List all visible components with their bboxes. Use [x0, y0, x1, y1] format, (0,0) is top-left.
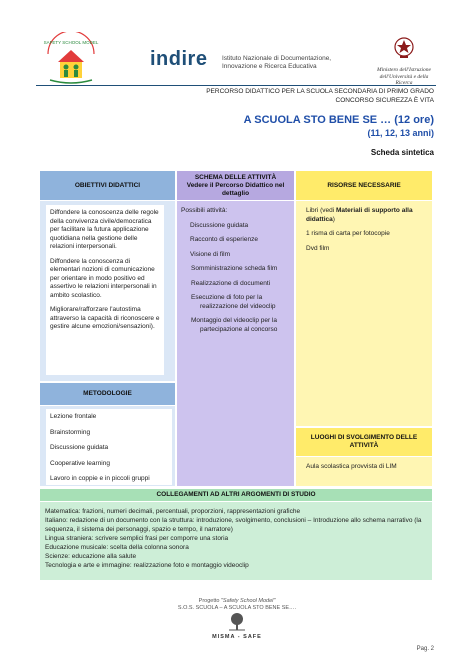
course-info	[206, 88, 434, 105]
collegamento-line: Educazione musicale: scelta della colonna sonora	[45, 544, 189, 551]
risorsa-libri: Libri (vedi Materiali di supporto alla didattica)	[306, 207, 413, 223]
collegamento-line: Italiano: redazione di un documento con la struttura: introduzione, svolgimento, conclusioni – Introduzione allo schema narrativo (la sequenza, il sistema dei personaggi, spazio e tempo, il narratore)	[45, 517, 422, 533]
title-hours: (12 ore)	[394, 114, 434, 126]
ministry-line-1: Ministero dell'Istruzione	[377, 67, 431, 73]
attivita-item: Visione di film	[190, 250, 230, 258]
collegamenti-panel	[40, 502, 432, 580]
page-title	[244, 114, 434, 126]
scheda-label: Scheda sintetica	[370, 148, 434, 157]
obiettivi-header: OBIETTIVI DIDATTICI	[40, 171, 175, 200]
footer-title: S.O.S. SCUOLA – A SCUOLA STO BENE SE….	[177, 605, 297, 611]
indire-description	[222, 55, 331, 71]
indire-line-1: Istituto Nazionale di Documentazione,	[222, 55, 332, 62]
collegamenti-header: COLLEGAMENTI AD ALTRI ARGOMENTI DI STUDIO	[40, 489, 432, 501]
schema-panel	[177, 201, 294, 486]
title-text: A SCUOLA STO BENE SE …	[243, 114, 392, 126]
risorse-panel	[296, 201, 432, 426]
luoghi-header: LUOGHI DI SVOLGIMENTO DELLE ATTIVITÀ	[296, 428, 432, 456]
metodologia-item: Lezione frontale	[50, 413, 97, 420]
metodologie-panel	[40, 406, 175, 486]
footer-project: Progetto "Safety School Model"	[198, 598, 276, 604]
attivita-item: Esecuzione di foto per la realizzazione del videoclip	[191, 294, 276, 310]
schema-header	[177, 171, 294, 200]
header-divider	[36, 85, 436, 86]
obiettivo-1: Diffondere la conoscenza delle regole della convivenza civile/democratica per facilitare la futura applicazione quotidiana nella gestione delle relazioni interpersonali.	[50, 209, 159, 250]
attivita-item: Discussione guidata	[190, 221, 249, 229]
indire-line-2: Innovazione e Ricerca Educativa	[222, 63, 317, 70]
attivita-item: Racconto di esperienze	[190, 236, 258, 243]
metodologia-item: Cooperative learning	[50, 459, 110, 467]
ministry-emblem-icon	[393, 36, 415, 60]
collegamento-line: Matematica: frazioni, numeri decimali, percentuali, proporzioni, rappresentazioni grafiche	[45, 508, 301, 515]
course-line-2: CONCORSO SICUREZZA È VITA	[335, 96, 434, 104]
ministry-line-2: dell'Università e della Ricerca	[379, 73, 429, 86]
risorsa-dvd: Dvd film	[306, 244, 330, 252]
ministry-logo	[374, 36, 434, 87]
safety-school-model-logo	[40, 32, 102, 90]
tree-icon	[225, 612, 249, 632]
attivita-item: Somministrazione scheda film	[191, 265, 278, 272]
schema-intro: Possibili attività:	[181, 207, 228, 214]
collegamento-line: Lingua straniera: scrivere semplici frasi per comporre una storia	[45, 535, 229, 542]
indire-brand: indire	[150, 48, 208, 70]
logo-caption: SAFETY SCHOOL MODEL	[43, 40, 99, 45]
page-subtitle: (11, 12, 13 anni)	[367, 128, 434, 138]
collegamento-line: Tecnologia e arte e immagine: realizzazione foto e montaggio videoclip	[45, 562, 249, 569]
schema-header-line-1: SCHEMA DELLE ATTIVITÀ	[194, 173, 277, 181]
metodologie-header: METODOLOGIE	[40, 383, 175, 405]
metodologia-item: Lavoro in coppie e in piccoli gruppi	[50, 475, 150, 482]
luoghi-value: Aula scolastica provvista di LIM	[306, 463, 397, 470]
risorse-header: RISORSE NECESSARIE	[296, 171, 432, 200]
obiettivo-3: Migliorare/rafforzare l'autostima attraverso la capacità di riconoscere e gestire alcune emozioni/sensazioni).	[50, 306, 160, 330]
collegamento-line: Scienze: educazione alla salute	[45, 553, 137, 560]
footer-logo-text: MISMA - SAFE	[212, 634, 262, 640]
page-number: Pag. 2	[416, 646, 434, 652]
attivita-item: Realizzazione di documenti	[191, 279, 271, 287]
risorsa-carta: 1 risma di carta per fotocopie	[306, 230, 390, 237]
metodologia-item: Discussione guidata	[50, 444, 109, 451]
course-line-1: PERCORSO DIDATTICO PER LA SCUOLA SECONDARIA DI PRIMO GRADO	[206, 88, 434, 95]
obiettivo-2: Diffondere la conoscenza di elementari nozioni di comunicazione per orientare in modo positivo ed assertivo le relazioni interpersonali in ambito scolastico.	[50, 257, 157, 299]
luoghi-panel	[296, 457, 432, 486]
obiettivi-panel	[40, 201, 175, 381]
metodologia-item: Brainstorming	[50, 428, 91, 436]
attivita-item: Montaggio del videoclip per la partecipazione al concorso	[191, 317, 278, 333]
schema-header-line-2: Vedere il Percorso Didattico nel dettaglio	[186, 181, 285, 197]
